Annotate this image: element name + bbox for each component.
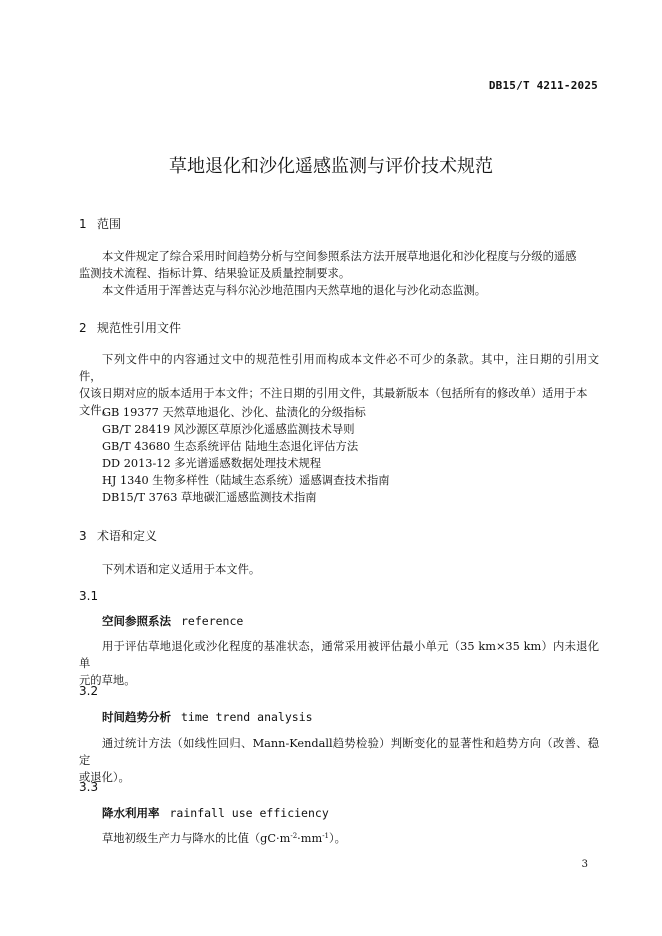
paragraph-line: 本文件适用于浑善达克与科尔沁沙地范围内天然草地的退化与沙化动态监测。 [102, 284, 487, 297]
section-title: 规范性引用文件 [97, 321, 182, 335]
definition-text: 草地初级生产力与降水的比值（gC·m [102, 832, 291, 845]
section-number: 2 [79, 321, 87, 335]
term-number: 3.1 [79, 589, 99, 603]
section-number: 3 [79, 529, 87, 543]
paragraph-line: 本文件规定了综合采用时间趋势分析与空间参照系法方法开展草地退化和沙化程度与分级的遥感 [102, 250, 577, 263]
term-number: 3.2 [79, 684, 99, 698]
term-definition [79, 638, 599, 689]
term-definition [102, 830, 346, 846]
term-number: 3.3 [79, 780, 99, 794]
reference-item: DD 2013-12 多光谱遥感数据处理技术规程 [102, 457, 322, 470]
paragraph-line: 仅该日期对应的版本适用于本文件；不注日期的引用文件，其最新版本（包括所有的修改单）适用于本 [79, 387, 588, 400]
superscript: -2 [290, 832, 298, 840]
reference-item: GB 19377 天然草地退化、沙化、盐渍化的分级指标 [102, 406, 366, 419]
paragraph-line: 监测技术流程、指标计算、结果验证及质量控制要求。 [79, 267, 351, 280]
paragraph-scope-1 [79, 248, 599, 299]
term-zh: 降水利用率 [102, 806, 160, 820]
paragraph-line: 元的草地。 [79, 674, 136, 687]
definition-text: ）。 [329, 832, 346, 845]
term-entry [102, 613, 243, 629]
reference-item: DB15/T 3763 草地碳汇遥感监测技术指南 [102, 491, 317, 504]
section-heading-3 [79, 527, 157, 544]
term-en: time trend analysis [181, 710, 313, 724]
term-entry [102, 805, 329, 821]
document-title: 草地退化和沙化遥感监测与评价技术规范 [169, 156, 493, 177]
standard-code: DB15/T 4211-2025 [488, 79, 598, 92]
term-en: rainfall use efficiency [169, 806, 329, 820]
term-en: reference [181, 614, 244, 628]
reference-item: HJ 1340 生物多样性（陆域生态系统）遥感调查技术指南 [102, 474, 390, 487]
paragraph-line: 或退化）。 [79, 771, 130, 784]
paragraph-line: 通过统计方法（如线性回归、Mann-Kendall趋势检验）判断变化的显著性和趋势方向（改善、稳定 [79, 737, 599, 767]
term-definition [79, 735, 599, 786]
section-heading-2 [79, 319, 181, 336]
term-entry [102, 709, 313, 725]
section-heading-1 [79, 215, 121, 232]
paragraph-line: 下列文件中的内容通过文中的规范性引用而构成本文件必不可少的条款。其中，注日期的引用文件， [79, 353, 599, 383]
term-zh: 时间趋势分析 [102, 710, 171, 724]
page-number: 3 [581, 859, 588, 870]
section-number: 1 [79, 217, 87, 231]
section-title: 范围 [97, 217, 122, 231]
reference-item: GB/T 43680 生态系统评估 陆地生态退化评估方法 [102, 440, 359, 453]
paragraph-line: 用于评估草地退化或沙化程度的基准状态，通常采用被评估最小单元（35 km×35 km）内未退化单 [79, 640, 599, 670]
terms-intro: 下列术语和定义适用于本文件。 [102, 563, 261, 576]
definition-text: ·mm [297, 832, 323, 845]
section-title: 术语和定义 [97, 529, 158, 543]
superscript: -1 [322, 832, 330, 840]
term-zh: 空间参照系法 [102, 614, 171, 628]
reference-item: GB/T 28419 风沙源区草原沙化遥感监测技术导则 [102, 423, 355, 436]
paragraph-line: 文件。 [79, 404, 113, 417]
